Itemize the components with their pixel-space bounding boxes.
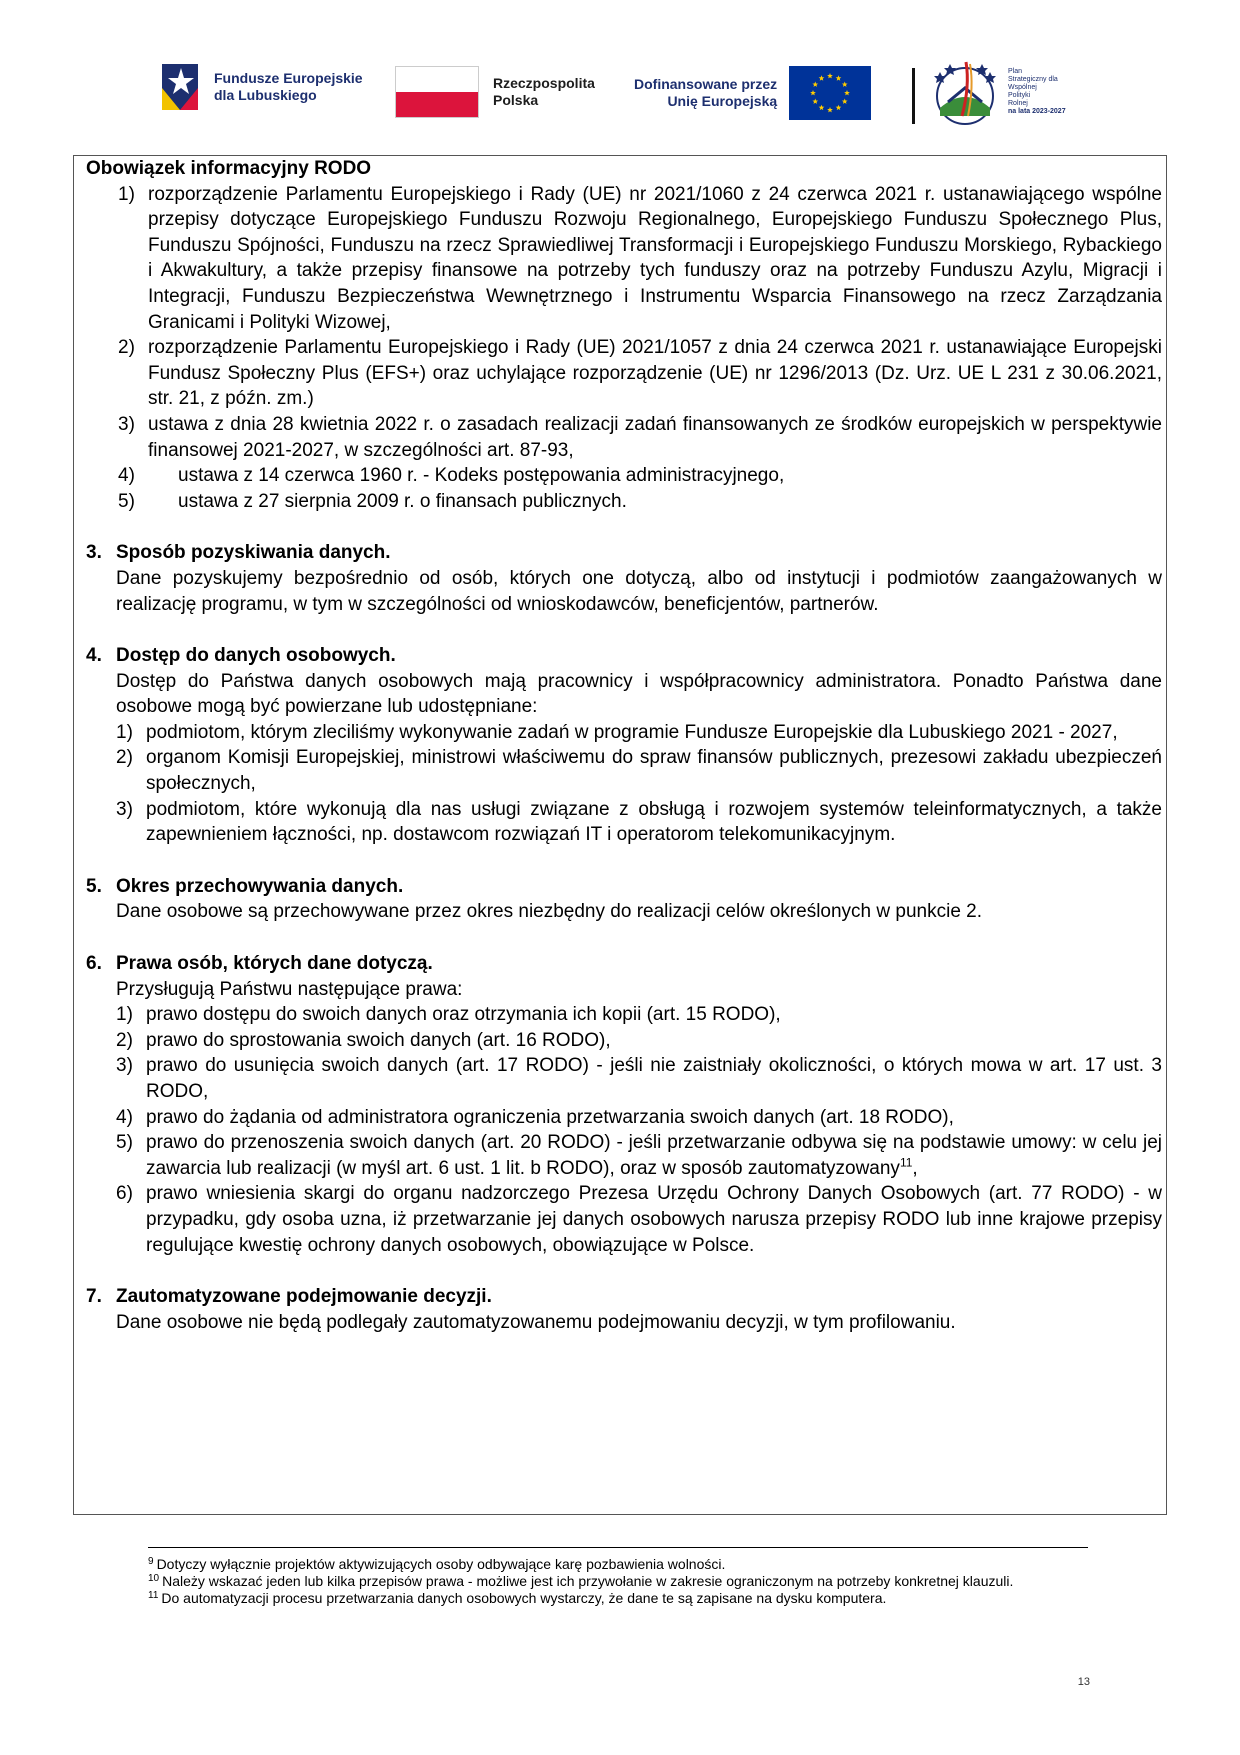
section-heading: Zautomatyzowane podejmowanie decyzji. [116,1286,492,1308]
footnote-ref[interactable]: 11 [899,1155,913,1170]
fe-logo-line1: Fundusze Europejskie [214,70,363,86]
section-body: Dane osobowe nie będą podlegały zautomatyzowanemu podejmowaniu decyzji, w tym profilowaniu. [116,1311,956,1333]
list-item [86,182,1162,336]
psp-logo-line2: Strategiczny dla [1008,76,1058,83]
footnotes [148,1556,1088,1607]
fe-lubuskie-logo [158,58,363,116]
rights-list [86,1002,1162,1258]
footnote-text: Dotyczy wyłącznie projektów aktywizujących osoby odbywające karę pozbawienia wolności. [156,1556,726,1572]
section-heading: Okres przechowywania danych. [116,875,404,897]
list-item [86,745,1162,796]
section-heading: Prawa osób, których dane dotyczą. [116,953,433,975]
rp-logo-line1: Rzeczpospolita [493,75,595,91]
list-item-number: 3) [118,413,135,435]
section-heading: Dostęp do danych osobowych. [116,645,396,667]
section-number: 3. [86,542,102,564]
psp-logo-line4: Polityki [1008,92,1031,99]
footnote-mark: 10 [148,1573,160,1584]
list-item-number: 5) [118,490,135,512]
footnote [148,1573,1088,1590]
legal-basis-list [86,182,1162,515]
list-item [86,1181,1162,1258]
section-7 [86,1284,1162,1335]
eu-flag-icon [789,66,871,120]
list-item-number: 4) [116,1106,133,1128]
list-item-text: prawo wniesienia skargi do organu nadzorczego Prezesa Urzędu Ochrony Danych Osobowych (art. 77 RODO) - w przypadku, gdy osoba uzna, iż przetwarzanie jej danych osobowych narusza przepisy RODO lub inne krajowe przepisy regulujące kwestię ochrony danych osobowych, obowiązujące w Polsce. [146,1183,1162,1256]
footnote-mark: 9 [148,1556,154,1567]
list-item [86,1105,1162,1131]
rp-logo-line2: Polska [493,92,539,108]
psp-emblem-icon [926,56,1004,128]
rodo-content [86,156,1162,1335]
list-item [86,720,1162,746]
page-number: 13 [1077,1676,1090,1688]
section-number: 7. [86,1286,102,1308]
psp-logo-line6: na lata 2023-2027 [1008,108,1066,115]
list-item-number: 1) [118,183,135,205]
footnote-text: Do automatyzacji procesu przetwarzania danych osobowych wystarczy, że dane te są zapisane na dysku komputera. [161,1590,887,1606]
section-number: 5. [86,875,102,897]
section-body: Dane osobowe są przechowywane przez okres niezbędny do realizacji celów określonych w punkcie 2. [116,901,983,923]
section-6 [86,951,1162,1258]
recipients-list [86,720,1162,848]
list-item-number: 1) [116,721,133,743]
section-body: Dane pozyskujemy bezpośrednio od osób, których one dotyczą, albo od instytucji i podmiotów zaangażowanych w realizację programu, w tym w szczególności od wnioskodawców, beneficjentów, partnerów. [116,567,1162,615]
list-item-text: prawo dostępu do swoich danych oraz otrzymania ich kopii (art. 15 RODO), [146,1004,781,1026]
footnote [148,1590,1088,1607]
list-item-text: ustawa z dnia 28 kwietnia 2022 r. o zasadach realizacji zadań finansowanych ze środków europejskich w perspektywie finansowej 2021-2027, w szczególności art. 87-93, [148,413,1162,461]
list-item-number: 3) [116,798,133,820]
section-5 [86,874,1162,925]
list-item-text: rozporządzenie Parlamentu Europejskiego i Rady (UE) 2021/1057 z dnia 24 czerwca 2021 r. ustanawiające Europejski Fundusz Społeczny Plus (EFS+) oraz uchylające rozporządzenie (UE) nr 1296/2013 (Dz. Urz. UE L 231 z 30.06.2021, str. 21, z późn. zm.) [148,337,1162,410]
list-item [86,797,1162,848]
list-item-text [146,1130,1162,1181]
header-logos [150,56,1090,130]
list-item-text: organom Komisji Europejskiej, ministrowi właściwemu do spraw finansów publicznych, prezesowi zakładu ubezpieczeń społecznych, [146,747,1162,795]
list-item-number: 6) [116,1183,133,1205]
list-item [86,463,1162,489]
list-item-number: 5) [116,1132,133,1154]
list-item-text: ustawa z 14 czerwca 1960 r. - Kodeks postępowania administracyjnego, [178,465,785,487]
polish-flag-icon [395,66,479,118]
psp-logo-line1: Plan [1008,68,1023,75]
eu-logo-line1: Dofinansowane przez [634,76,778,92]
fe-logo-line2: dla Lubuskiego [214,87,317,103]
logo-separator [912,68,915,124]
footnote-separator [148,1547,1088,1548]
footnote-text: Należy wskazać jeden lub kilka przepisów prawa - możliwe jest ich przywołanie w zakresie ograniczonym na potrzeby konkretnej klauzuli. [162,1573,1014,1589]
list-item-text: rozporządzenie Parlamentu Europejskiego i Rady (UE) nr 2021/1060 z 24 czerwca 2021 r. ustanawiającego wspólne przepisy dotyczące Europejskiego Funduszu Rozwoju Regionalnego, Europejskiego Funduszu Społecznego Plus, Funduszu Spójności, Funduszu na rzecz Sprawiedliwej Transformacji i Europejskiego Funduszu Morskiego, Rybackiego i Akwakultury, a także przepisy finansowe na potrzeby tych funduszy oraz na potrzeby Funduszu Azylu, Migracji i Integracji, Funduszu Bezpieczeństwa Wewnętrznego i Instrumentu Wsparcia Finansowego na rzecz Zarządzania Granicami i Polityki Wizowej, [148,183,1162,333]
box-title: Obowiązek informacyjny RODO [86,158,372,179]
footnote [148,1556,1088,1573]
eu-logo [634,66,871,120]
list-item [86,1002,1162,1028]
list-item [86,1130,1162,1181]
list-item [86,1028,1162,1054]
section-3 [86,540,1162,617]
section-number: 6. [86,953,102,975]
rp-logo [395,66,595,118]
section-heading: Sposób pozyskiwania danych. [116,542,391,564]
section-body: Przysługują Państwu następujące prawa: [116,978,463,1000]
psp-logo [926,56,1078,128]
list-item-number: 1) [116,1004,133,1026]
list-item [86,335,1162,412]
list-item-text: prawo do usunięcia swoich danych (art. 17 RODO) - jeśli nie zaistniały okoliczności, o których mowa w art. 17 ust. 3 RODO, [146,1055,1162,1102]
section-body: Dostęp do Państwa danych osobowych mają pracownicy i współpracownicy administratora. Ponadto Państwa dane osobowe mogą być powierzane lub udostępniane: [116,670,1162,718]
list-item-number: 2) [118,337,135,359]
section-4 [86,643,1162,848]
list-item [86,412,1162,463]
psp-logo-line3: Wspólnej [1008,84,1037,91]
list-item-text: prawo do żądania od administratora ograniczenia przetwarzania swoich danych (art. 18 RODO), [146,1106,954,1128]
list-item-text: prawo do sprostowania swoich danych (art. 16 RODO), [146,1029,611,1051]
psp-logo-line5: Rolnej [1008,100,1028,107]
list-item-text: podmiotom, którym zleciliśmy wykonywanie zadań w programie Fundusze Europejskie dla Lubuskiego 2021 - 2027, [146,721,1118,743]
list-item-number: 3) [116,1055,133,1077]
list-item-text-main: prawo do przenoszenia swoich danych (art. 20 RODO) - jeśli przetwarzanie odbywa się na podstawie umowy: w celu jej zawarcia lub realizacji (w myśl art. 6 ust. 1 lit. b RODO), oraz w sposób zautomatyzowany [146,1132,1162,1179]
list-item-number: 2) [116,1029,133,1051]
list-item [86,489,1162,515]
list-item [86,1053,1162,1104]
list-item-text-tail: , [912,1157,918,1179]
fe-star-icon [158,58,204,116]
list-item-number: 2) [116,747,133,769]
list-item-text: podmiotom, które wykonują dla nas usługi związane z obsługą i rozwojem systemów teleinformatycznych, a także zapewnieniem łączności, np. dostawcom rozwiązań IT i operatorom telekomunikacyjnym. [146,798,1162,846]
list-item-text: ustawa z 27 sierpnia 2009 r. o finansach publicznych. [178,490,627,512]
eu-logo-line2: Unię Europejską [667,93,778,109]
section-number: 4. [86,645,102,667]
list-item-number: 4) [118,465,135,487]
footnote-mark: 11 [148,1590,159,1601]
